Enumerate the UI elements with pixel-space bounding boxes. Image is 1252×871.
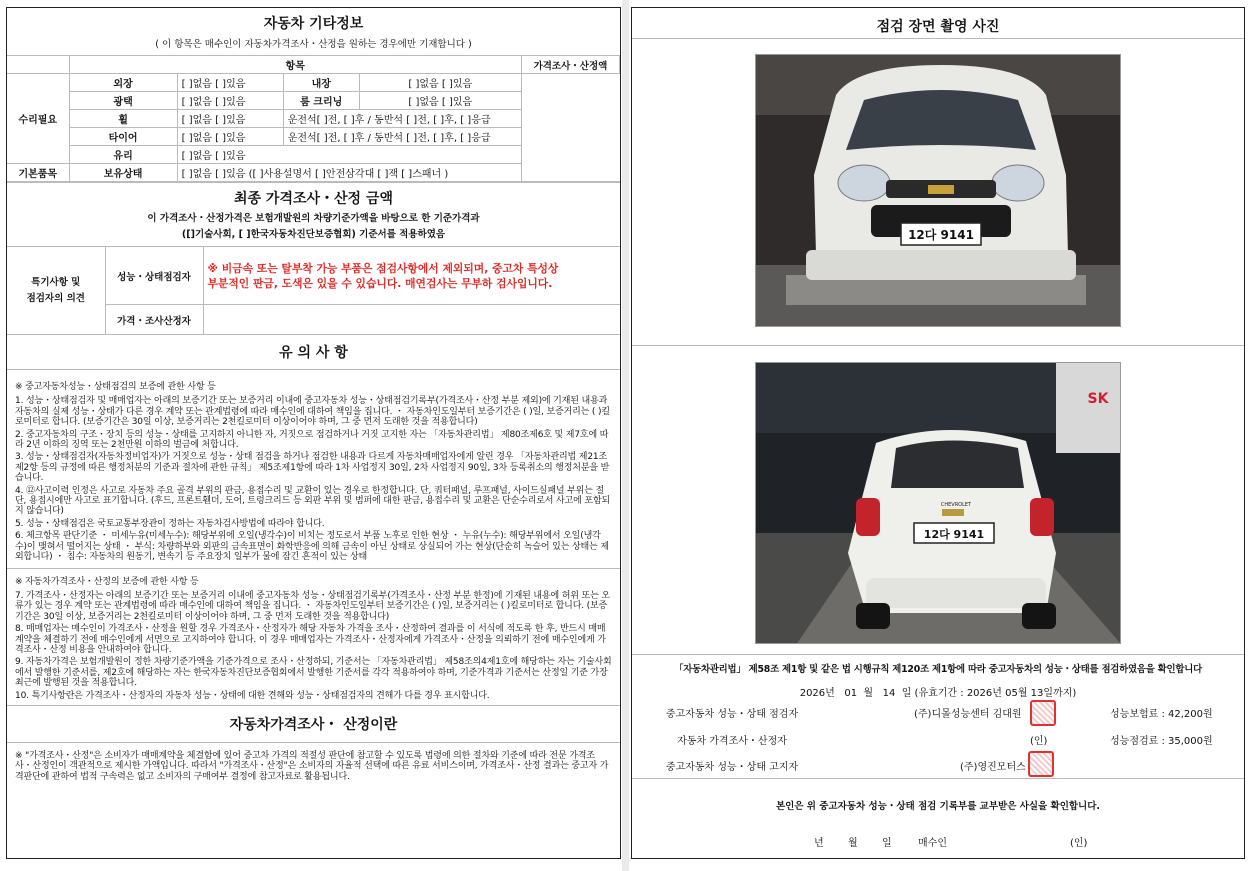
vehicle-info-title: 자동차 기타정보 [263,16,364,32]
table-row [7,74,620,92]
notice-item: 3. 성능・상태점검자(자동차정비업자)가 거짓으로 성능・상태 점검을 하거나 점검한 내용과 다르게 자동차매매업자에게 알린 경우 「자동차관리법 제21조제2항 등의 규정에 따른 행정처분의 기준과 절차에 관한 규칙」 제5조제1항에 따라 1차 사업정지 30일, 2차 사업정지 90일, 3차 등록취소의 행정처분을 받습니다. [15,452,610,484]
checkbox-field[interactable]: [ ]없음 [ ]있음 [359,74,521,92]
table-header-row [7,56,620,74]
appraiser-label: 가격・조사산정자 [105,305,203,335]
cert-date: 2026년 01 월 14 일 (유효기간 : 2026년 05월 13일까지) [799,688,1077,699]
inspector-label: 성능・상태점검자 [105,247,203,305]
notice-item: 8. 매매업자는 매수인이 가격조사・산정을 원할 경우 가격조사・산정자가 해당 자동차 가격을 조사・산정하여 결과를 이 서식에 적도록 한 후, 반드시 매매계약을 체결하기 전에 매수인에게 서면으로 고지하여야 합니다. 이 경우 매매업자는 가격조사・산정자에게 가격조사・산정을 의뢰하기 전에 매수인에게 가격조사・산정 비용을 안내하여야 합니다. [15,624,606,655]
page-gutter [622,0,629,871]
notice-item: 10. 특기사항란은 가격조사・산정자의 자동차 성능・상태에 대한 견해와 성능・상태점검자의 견해가 다를 경우 표시합니다. [15,690,490,701]
group-basic: 기본품목 [7,164,69,182]
notice-item: 9. 자동차가격은 보험개발원이 정한 차량기준가액을 기준가격으로 조사・산정하되, 기준서는 「자동차관리법」 제58조의4제1호에 해당하는 자는 기술사회에서 발행한 기준서를, 제2호에 해당하는 자는 한국자동차진단보증협회에서 발행한 기준서를 각각 적용하여야 하며, 기준가격과 기준서는 산정일 기준 가장 최근에 발행된 것을 적용합니다. [15,657,612,689]
checkbox-field[interactable]: 운전석[ ]전, [ ]후 / 동반석 [ ]전, [ ]후, [ ]응급 [283,128,521,146]
buyer-day: 일 [882,838,892,849]
vehicle-info-subtitle: ( 이 항목은 매수인이 자동차가격조사・산정을 원하는 경우에만 기재합니다 ) [155,39,472,50]
opinion-table [7,246,620,335]
notice-item: 5. 성능・상태점검은 국토교통부장관이 정하는 자동차검사방법에 따라야 합니다. [15,518,325,529]
final-price-title: 최종 가격조사・산정 금액 [234,191,393,207]
header-price: 가격조사・산정액 [521,56,619,74]
row-label: 보유상태 [69,164,177,182]
signer-seal: (인) [1030,736,1048,747]
row-label: 룸 크리닝 [283,92,359,110]
notice-item: 4. ⑫사고이력 인정은 사고로 자동차 주요 골격 부위의 판금, 용접수리 및 교환이 있는 경우로 한정합니다. 단, 쿼터패널, 루프패널, 사이드실패널 부위는 절단, 용접시에만 사고로 표기합니다. (후드, 프론트휀더, 도어, 트렁크리드 등 외판 부위 및 범퍼에 대한 판금, 용접수리 및 교환은 단순수리로서 사고에 포함되지 않습니다) [15,485,611,517]
vehicle-info-table [7,55,620,182]
notice-title: 유 의 사 항 [279,345,348,361]
row-label: 광택 [69,92,177,110]
row-label: 내장 [283,74,359,92]
sk-logo: SK [1087,391,1109,407]
checkbox-field[interactable]: [ ]없음 [ ]있음 [359,92,521,110]
front-plate-number: 12다 9141 [908,228,974,242]
appraiser-opinion[interactable] [203,305,620,335]
final-price-line1: 이 가격조사・산정가격은 보험개발원의 차량기준가액을 바탕으로 한 기준가격과 [147,213,480,224]
checkbox-field[interactable]: 운전석[ ]전, [ ]후 / 동반석 [ ]전, [ ]후, [ ]응급 [283,110,521,128]
rear-car-photo [755,362,1121,644]
notifier-seal-stamp [1028,751,1054,777]
cert-statement: 「자동차관리법」 제58조 제1항 및 같은 법 시행규칙 제120조 제1항에 따라 중고자동차의 성능・상태를 점검하였음을 확인합니다 [674,664,1202,675]
notice-item: 1. 성능・상태점검자 및 매매업자는 아래의 보증기간 또는 보증거리 이내에 중고자동차 성능・상태점검기록부(가격조사・산정 부분 제외)에 기재된 내용과 자동차의 실제 성능・상태가 다른 경우 계약 또는 관계법령에 따라 매수인에 대하여 책임을 집니다. ・ 자동차인도일부터 보증기간은 ( )일, 보증거리는 ( )킬로미터로 합니다. (보증기간은 30일 이상, 보증거리는 2천킬로미터 이상이어야 하며, 그 중 먼저 도래한 것을 적용합니다) [15,396,610,428]
checkbox-field[interactable]: [ ]없음 [ ]있음 [177,146,521,164]
inspector-opinion-line: ※ 비금속 또는 탈부착 가능 부품은 점검사항에서 제외되며, 중고차 특성상 [207,261,559,275]
rear-emblem-text: CHEVROLET [940,502,972,508]
inspector-seal-stamp [1030,700,1056,726]
definition-text: ※ "가격조사・산정"은 소비자가 매매계약을 체결함에 있어 중고차 가격의 적절성 판단에 참고할 수 있도록 법령에 의한 절차와 기준에 따라 전문 가격조사・산정인이 객관적으로 제시한 가액입니다. 따라서 "가격조사・산정"은 소비자의 자율적 선택에 따른 유료 서비스이며, 가격조사・산정 결과는 중고자 가격판단에 관하여 법적 구속력은 없고 소비자의 구매여부 결정에 참고자료로 활용됩니다. [15,750,609,782]
notice-section-heading: ※ 중고자동차성능・상태점검의 보증에 관한 사항 등 [15,382,216,392]
checkbox-field[interactable]: [ ]없음 [ ]있음 ([ ]사용설명서 [ ]안전삼각대 [ ]잭 [ ]스패너 ) [177,164,521,182]
price-cell [521,74,619,182]
checkbox-field[interactable]: [ ]없음 [ ]있음 [177,92,283,110]
rear-car-image [756,363,1121,644]
vehicle-info-page [6,7,621,859]
notice-section-heading: ※ 자동차가격조사・산정의 보증에 관한 사항 등 [15,576,199,587]
group-repair: 수리필요 [7,74,69,164]
checkbox-field[interactable]: [ ]없음 [ ]있음 [177,110,283,128]
inspector-opinion [203,247,620,305]
signer-role: 자동차 가격조사・산정자 [677,736,787,747]
opinion-label-line: 점검자의 의견 [26,292,85,304]
signer-fee: 성능점검료 : 35,000원 [1110,736,1213,747]
definition-title: 자동차가격조사・ 산정이란 [229,716,398,733]
final-price-line2: ([]기술사회, [ ]한국자동차진단보증협회) 기준서를 적용하였음 [181,229,446,240]
row-label: 타이어 [69,128,177,146]
opinion-label-line: 특기사항 및 [31,276,81,288]
signer-name: (주)디몰성능센터 김대원 [914,709,1022,720]
row-label: 외장 [69,74,177,92]
rear-plate-number: 12다 9141 [923,528,985,541]
notice-item: 2. 중고자동차의 구조・장치 등의 성능・상태를 고지하지 아니한 자, 거짓으로 점검하거나 거짓 고지한 자는 「자동차관리법」 제80조제6호 및 제7호에 따라 2년 이하의 징역 또는 2천만원 이하의 벌금에 처합니다. [15,429,609,451]
signer-name: (주)영진모터스 [960,762,1026,773]
notice-body [7,382,620,563]
checkbox-field[interactable]: [ ]없음 [ ]있음 [177,74,283,92]
notice-item: 7. 가격조사・산정자는 아래의 보증기간 또는 보증거리 이내에 중고자동차 성능・상태점검기록부(가격조사・산정 부분 한정)에 기재된 내용에 허위 또는 오류가 있는 경우 계약 또는 관계법령에 따라 매수인에 대하여 책임을 집니다. ・ 자동차인도일부터 보증기간은 ( )일, 보증거리는 ( )킬로미터로 합니다. (보증기간은 30일 이상, 보증거리는 2천킬로미터 이상이어야 하며, 그 중 먼저 도래한 것을 적용합니다) [15,590,610,622]
buyer-month: 월 [848,838,858,849]
header-item: 항목 [69,56,521,74]
signer-role: 중고자동차 성능・상태 점검자 [665,709,799,720]
buyer-confirm: 본인은 위 중고자동차 성능・상태 점검 기록부를 교부받은 사실을 확인합니다. [775,801,1101,812]
notice-body-2 [7,577,620,701]
row-label: 유리 [69,146,177,164]
buyer-seal[interactable]: (인) [1070,838,1088,849]
row-label: 휠 [69,110,177,128]
signer-fee: 성능보험료 : 42,200원 [1110,709,1213,720]
inspection-photos-page [631,7,1245,859]
front-car-photo [755,54,1121,327]
notice-item: 6. 체크항목 판단기준 ・ 미세누유(미세누수): 해당부위에 오일(냉각수)이 비치는 정도로서 부품 노후로 인한 현상 ・ 누유(누수): 해당부위에서 오일(냉각수)이 맺혀서 떨어지는 상태 ・ 부식: 차량하부와 외판의 금속표면이 화학반응에 의해 금속이 아닌 상태로 상실되어 가는 현상(단순히 녹슬어 있는 상태는 제외합니다) ・ 침수: 자동차의 원동기, 변속기 등 주요장치 일부가 물에 잠긴 흔적이 있는 상태 [15,531,609,563]
buyer-year: 년 [814,838,824,849]
signer-role: 중고자동차 성능・상태 고지자 [665,762,799,773]
buyer-label: 매수인 [918,838,947,849]
photos-title: 점검 장면 촬영 사진 [876,19,1000,35]
inspector-opinion-line: 부분적인 판금, 도색은 있을 수 있습니다. 매연검사는 무부하 검사입니다. [207,276,553,290]
front-car-image [756,55,1121,327]
checkbox-field[interactable]: [ ]없음 [ ]있음 [177,128,283,146]
opinion-label [7,247,105,335]
